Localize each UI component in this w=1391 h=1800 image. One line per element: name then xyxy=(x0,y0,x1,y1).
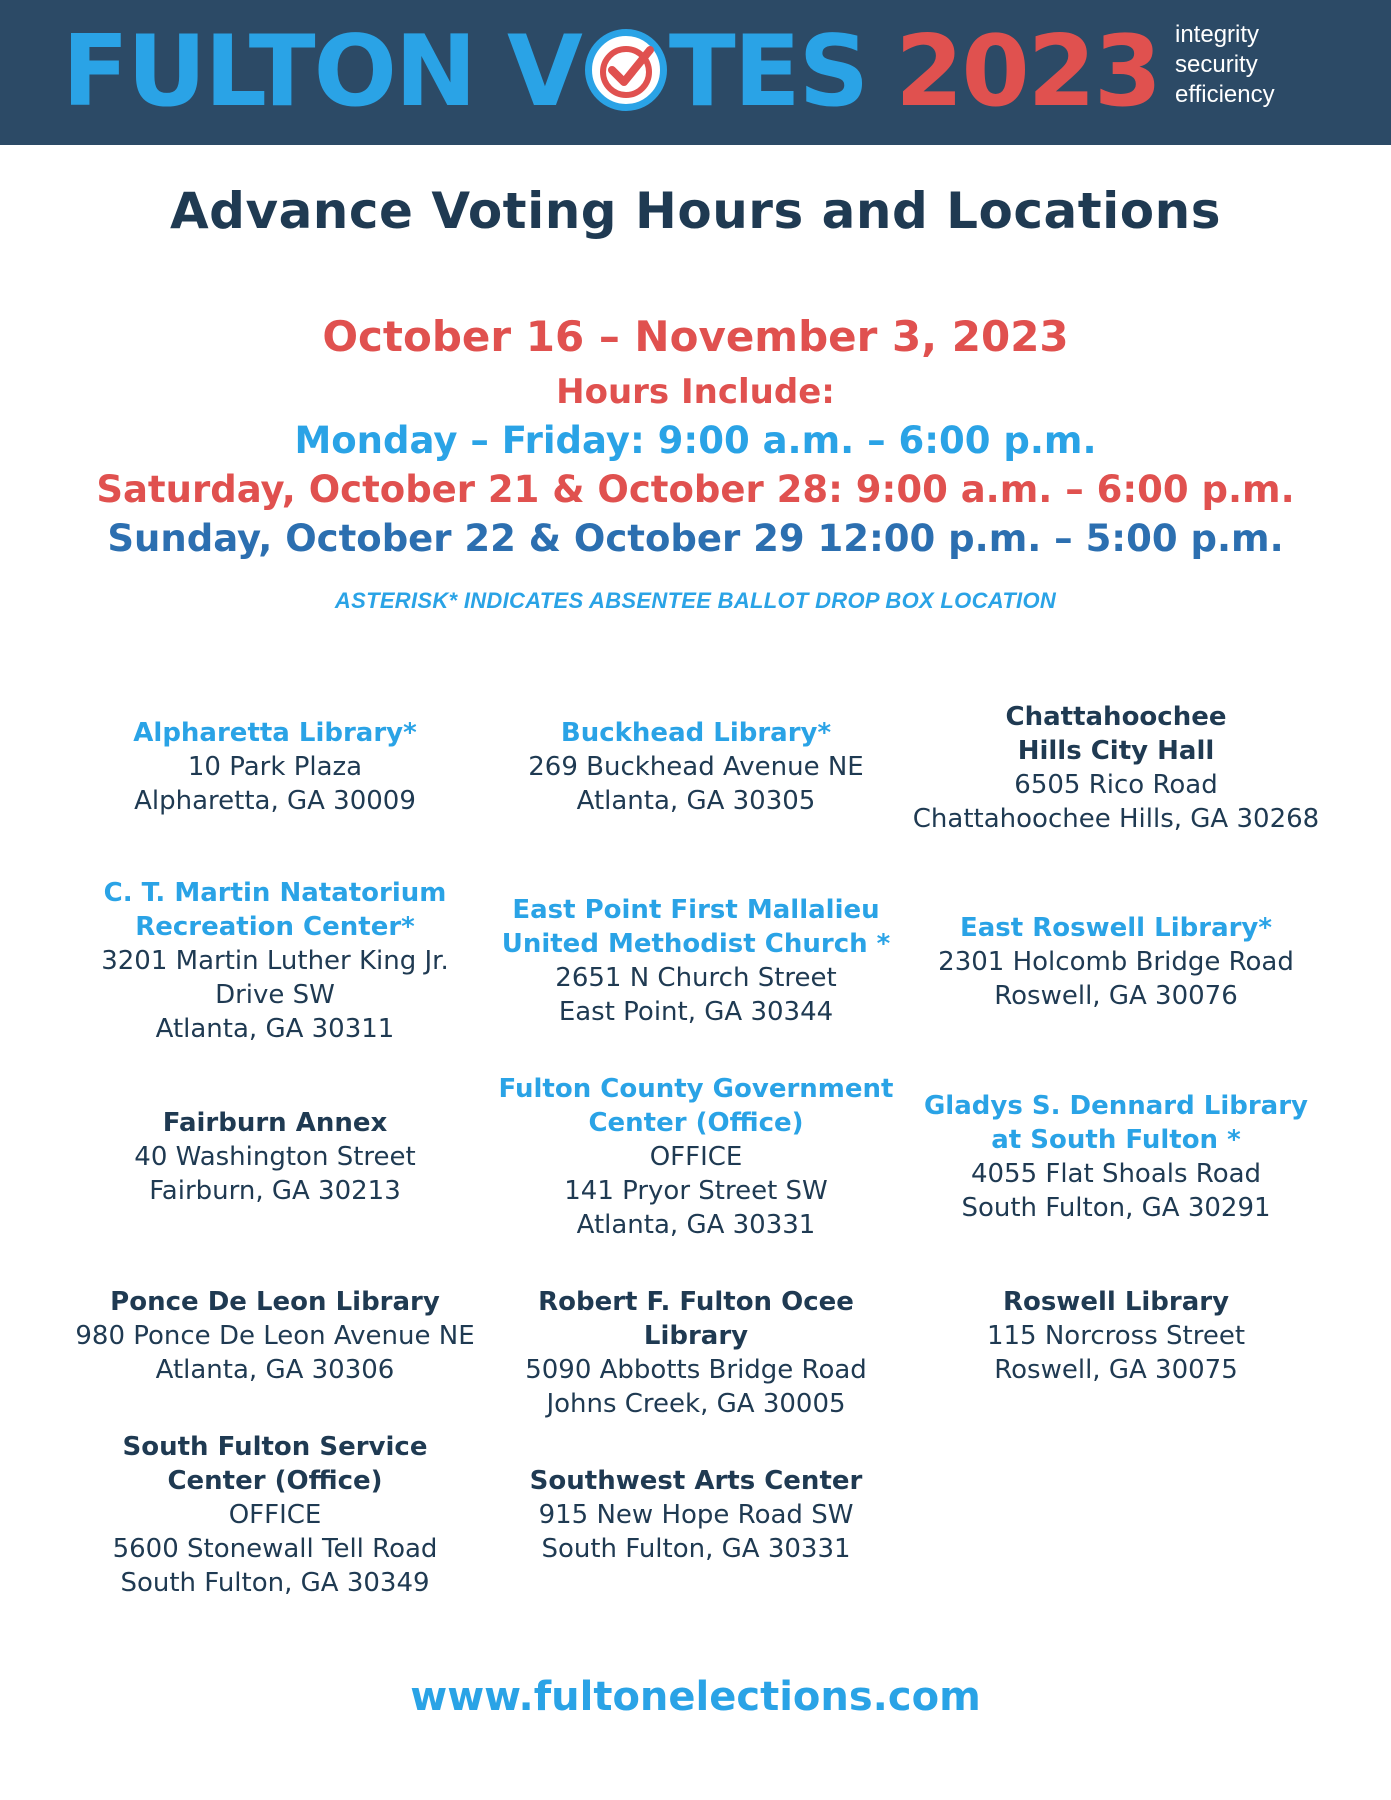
location-gladys-dennard-library xyxy=(906,1089,1326,1225)
brand-logo xyxy=(62,12,1160,132)
tagline-integrity: integrity xyxy=(1175,21,1260,48)
location-address: 980 Ponce De Leon Avenue NE xyxy=(75,1321,475,1351)
location-address: 3201 Martin Luther King Jr. Drive SW xyxy=(101,946,449,1010)
checkmark-icon xyxy=(585,29,667,111)
location-city: East Point, GA 30344 xyxy=(558,997,834,1027)
location-name: South Fulton Service Center (Office) xyxy=(122,1432,428,1496)
location-name: Buckhead Library* xyxy=(560,718,832,748)
location-east-roswell-library xyxy=(906,911,1326,1013)
brand-year: 2023 xyxy=(895,15,1161,129)
location-city: Atlanta, GA 30311 xyxy=(155,1014,395,1044)
location-city: Fairburn, GA 30213 xyxy=(149,1176,401,1206)
location-name: East Roswell Library* xyxy=(960,913,1272,943)
location-city: Atlanta, GA 30331 xyxy=(576,1210,816,1240)
location-roswell-library xyxy=(906,1285,1326,1387)
location-name: Chattahoochee Hills City Hall xyxy=(1005,702,1227,766)
tagline xyxy=(1175,20,1375,110)
location-city: Atlanta, GA 30306 xyxy=(155,1355,395,1385)
location-address: 2651 N Church Street xyxy=(555,963,837,993)
location-name: Roswell Library xyxy=(1002,1287,1230,1317)
brand-text-fulton-v: FULTON V xyxy=(62,15,581,129)
location-name: Fulton County Government Center (Office) xyxy=(498,1074,894,1138)
location-fulton-gov-center xyxy=(486,1072,906,1242)
location-name: Alpharetta Library* xyxy=(133,718,417,748)
location-name: Gladys S. Dennard Library at South Fulton * xyxy=(923,1091,1309,1155)
location-city: Roswell, GA 30075 xyxy=(994,1355,1238,1385)
location-office-label: OFFICE xyxy=(649,1142,743,1172)
location-chattahoochee-hills xyxy=(906,700,1326,836)
tagline-security: security xyxy=(1175,51,1258,78)
location-address: 115 Norcross Street xyxy=(986,1321,1246,1351)
location-city: South Fulton, GA 30331 xyxy=(541,1534,851,1564)
location-city: Atlanta, GA 30305 xyxy=(576,786,816,816)
location-name: Fairburn Annex xyxy=(162,1108,388,1138)
location-city: South Fulton, GA 30349 xyxy=(120,1568,430,1598)
location-office-label: OFFICE xyxy=(228,1500,322,1530)
location-name: Robert F. Fulton Ocee Library xyxy=(538,1287,854,1351)
location-address: 2301 Holcomb Bridge Road xyxy=(938,947,1294,977)
location-fairburn-annex xyxy=(65,1106,485,1208)
location-name: East Point First Mallalieu United Methodist Church * xyxy=(501,895,891,959)
location-address: 4055 Flat Shoals Road xyxy=(970,1159,1262,1189)
location-city: Johns Creek, GA 30005 xyxy=(546,1389,846,1419)
location-city: Roswell, GA 30076 xyxy=(994,981,1238,1011)
location-alpharetta-library xyxy=(65,716,485,818)
dropbox-note: ASTERISK* INDICATES ABSENTEE BALLOT DROP BOX LOCATION xyxy=(334,588,1057,613)
location-south-fulton-service-center xyxy=(65,1430,485,1600)
sunday-hours: Sunday, October 22 & October 29 12:00 p.m. – 5:00 p.m. xyxy=(107,517,1284,560)
location-address: 5600 Stonewall Tell Road xyxy=(112,1534,438,1564)
location-east-point-church xyxy=(486,893,906,1029)
location-city: Alpharetta, GA 30009 xyxy=(134,786,416,816)
location-address: 269 Buckhead Avenue NE xyxy=(528,752,864,782)
location-name: C. T. Martin Natatorium Recreation Center* xyxy=(103,878,447,942)
location-name: Ponce De Leon Library xyxy=(110,1287,440,1317)
hours-heading: Hours Include: xyxy=(556,372,835,412)
website-link[interactable]: www.fultonelections.com xyxy=(410,1674,981,1720)
tagline-efficiency: efficiency xyxy=(1175,81,1275,108)
location-name: Southwest Arts Center xyxy=(529,1466,863,1496)
location-city: Chattahoochee Hills, GA 30268 xyxy=(912,804,1320,834)
header-banner xyxy=(0,0,1391,145)
page-title: Advance Voting Hours and Locations xyxy=(169,182,1221,240)
voting-dates: October 16 – November 3, 2023 xyxy=(322,312,1069,361)
location-address: 141 Pryor Street SW xyxy=(564,1176,828,1206)
location-address: 915 New Hope Road SW xyxy=(538,1500,854,1530)
location-ocee-library xyxy=(486,1285,906,1421)
location-city: South Fulton, GA 30291 xyxy=(961,1193,1271,1223)
brand-text-tes: TES xyxy=(668,15,868,129)
location-buckhead-library xyxy=(486,716,906,818)
saturday-hours: Saturday, October 21 & October 28: 9:00 a.m. – 6:00 p.m. xyxy=(96,468,1295,511)
location-address: 40 Washington Street xyxy=(134,1142,416,1172)
location-address: 5090 Abbotts Bridge Road xyxy=(525,1355,867,1385)
location-address: 10 Park Plaza xyxy=(187,752,363,782)
location-ct-martin xyxy=(65,876,485,1046)
location-address: 6505 Rico Road xyxy=(1014,770,1218,800)
location-southwest-arts-center xyxy=(486,1464,906,1566)
weekday-hours: Monday – Friday: 9:00 a.m. – 6:00 p.m. xyxy=(294,419,1097,462)
location-ponce-de-leon-library xyxy=(65,1285,485,1387)
